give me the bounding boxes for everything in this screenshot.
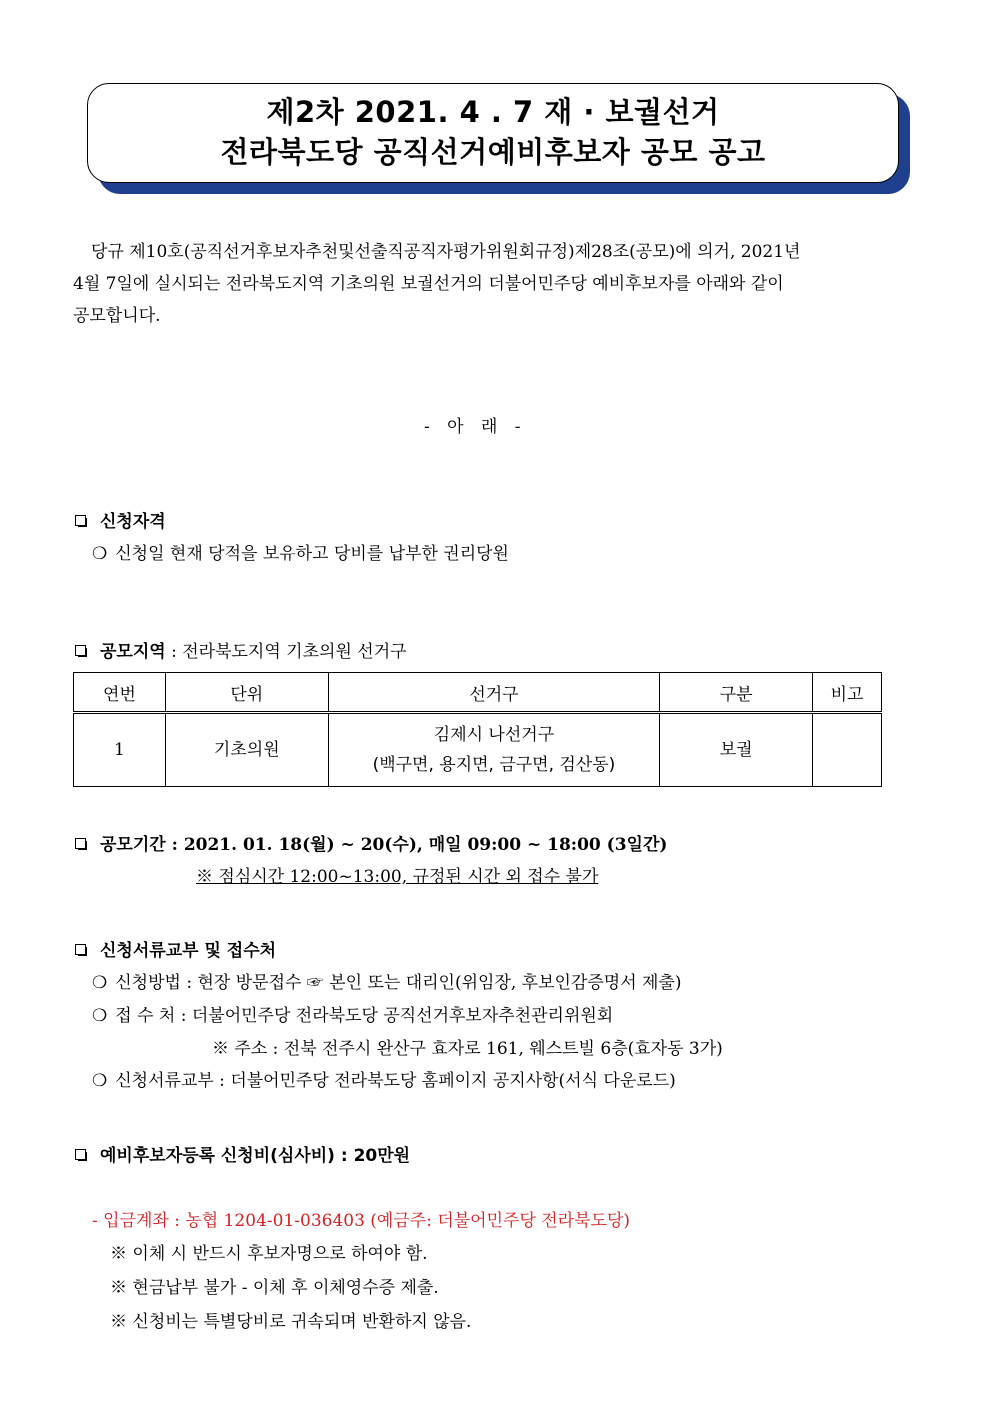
center-mark: - 아 래 -	[424, 417, 527, 437]
section-qualification	[75, 507, 166, 532]
qualification-heading: 신청자격	[100, 512, 166, 532]
fee-note-3: ※ 신청비는 특별당비로 귀속되며 반환하지 않음.	[110, 1312, 472, 1332]
section-fee	[75, 1141, 410, 1166]
qualification-item	[92, 539, 509, 564]
col-header-no: 연번	[74, 673, 166, 713]
circle-bullet-icon: ❍	[92, 544, 108, 564]
documents-method	[92, 968, 682, 993]
circle-bullet-icon: ❍	[92, 1071, 108, 1091]
table-row	[74, 713, 882, 787]
documents-office	[92, 1001, 613, 1026]
cell-district	[328, 713, 660, 787]
box-bullet-icon	[75, 838, 86, 849]
box-bullet-icon	[75, 645, 86, 656]
box-bullet-icon	[75, 1149, 86, 1160]
district-line-2: (백구면, 용지면, 금구면, 검산동)	[372, 755, 616, 775]
qualification-text: 신청일 현재 당적을 보유하고 당비를 납부한 권리당원	[115, 544, 509, 564]
cell-note	[813, 713, 882, 787]
col-header-type: 구분	[660, 673, 813, 713]
intro-line-1: 당규 제10호(공직선거후보자추천및선출직공직자평가위원회규정)제28조(공모)에 의거, 2021년	[91, 242, 801, 262]
table-header-row	[74, 673, 882, 713]
documents-heading: 신청서류교부 및 접수처	[100, 941, 277, 961]
cell-no: 1	[74, 713, 166, 787]
fee-account: - 입금계좌 : 농협 1204-01-036403 (예금주: 더불어민주당 전라북도당)	[92, 1211, 631, 1231]
section-documents	[75, 936, 276, 961]
cell-unit: 기초의원	[165, 713, 328, 787]
fee-heading: 예비후보자등록 신청비(심사비) : 20만원	[100, 1146, 411, 1166]
cell-type: 보궐	[660, 713, 813, 787]
region-value: : 전라북도지역 기초의원 선거구	[165, 642, 407, 662]
box-bullet-icon	[75, 515, 86, 526]
district-line-1: 김제시 나선거구	[433, 725, 555, 745]
intro-paragraph	[73, 236, 919, 332]
section-period	[75, 830, 667, 855]
documents-office-text: 접 수 처 : 더불어민주당 전라북도당 공직선거후보자추천관리위원회	[115, 1006, 614, 1026]
documents-distribution-text: 신청서류교부 : 더불어민주당 전라북도당 홈페이지 공지사항(서식 다운로드)	[115, 1071, 676, 1091]
period-value: : 2021. 01. 18(월) ~ 20(수), 매일 09:00 ~ 18:00 (3일간)	[165, 835, 668, 855]
documents-distribution	[92, 1066, 676, 1091]
section-region	[75, 637, 407, 662]
fee-note-2: ※ 현금납부 불가 - 이체 후 이체영수증 제출.	[110, 1278, 439, 1298]
region-heading: 공모지역	[100, 642, 166, 662]
circle-bullet-icon: ❍	[92, 973, 108, 993]
title-line-2: 전라북도당 공직선거예비후보자 공모 공고	[220, 135, 766, 169]
fee-note-1: ※ 이체 시 반드시 후보자명으로 하여야 함.	[110, 1244, 428, 1264]
documents-address: ※ 주소 : 전북 전주시 완산구 효자로 161, 웨스트빌 6층(효자동 3가)	[212, 1039, 723, 1059]
title-box	[87, 83, 899, 183]
title-line-1: 제2차 2021. 4 . 7 재 · 보궐선거	[266, 95, 720, 129]
documents-method-text: 신청방법 : 현장 방문접수 ☞ 본인 또는 대리인(위임장, 후보인감증명서 제출)	[115, 973, 682, 993]
period-heading: 공모기간	[100, 835, 166, 855]
col-header-unit: 단위	[165, 673, 328, 713]
col-header-district: 선거구	[328, 673, 660, 713]
period-note: ※ 점심시간 12:00~13:00, 규정된 시간 외 접수 불가	[196, 867, 599, 887]
intro-line-3: 공모합니다.	[73, 306, 161, 326]
region-table	[73, 672, 882, 787]
box-bullet-icon	[75, 944, 86, 955]
intro-line-2: 4월 7일에 실시되는 전라북도지역 기초의원 보궐선거의 더불어민주당 예비후보자를 아래와 같이	[73, 274, 784, 294]
circle-bullet-icon: ❍	[92, 1006, 108, 1026]
col-header-note: 비고	[813, 673, 882, 713]
